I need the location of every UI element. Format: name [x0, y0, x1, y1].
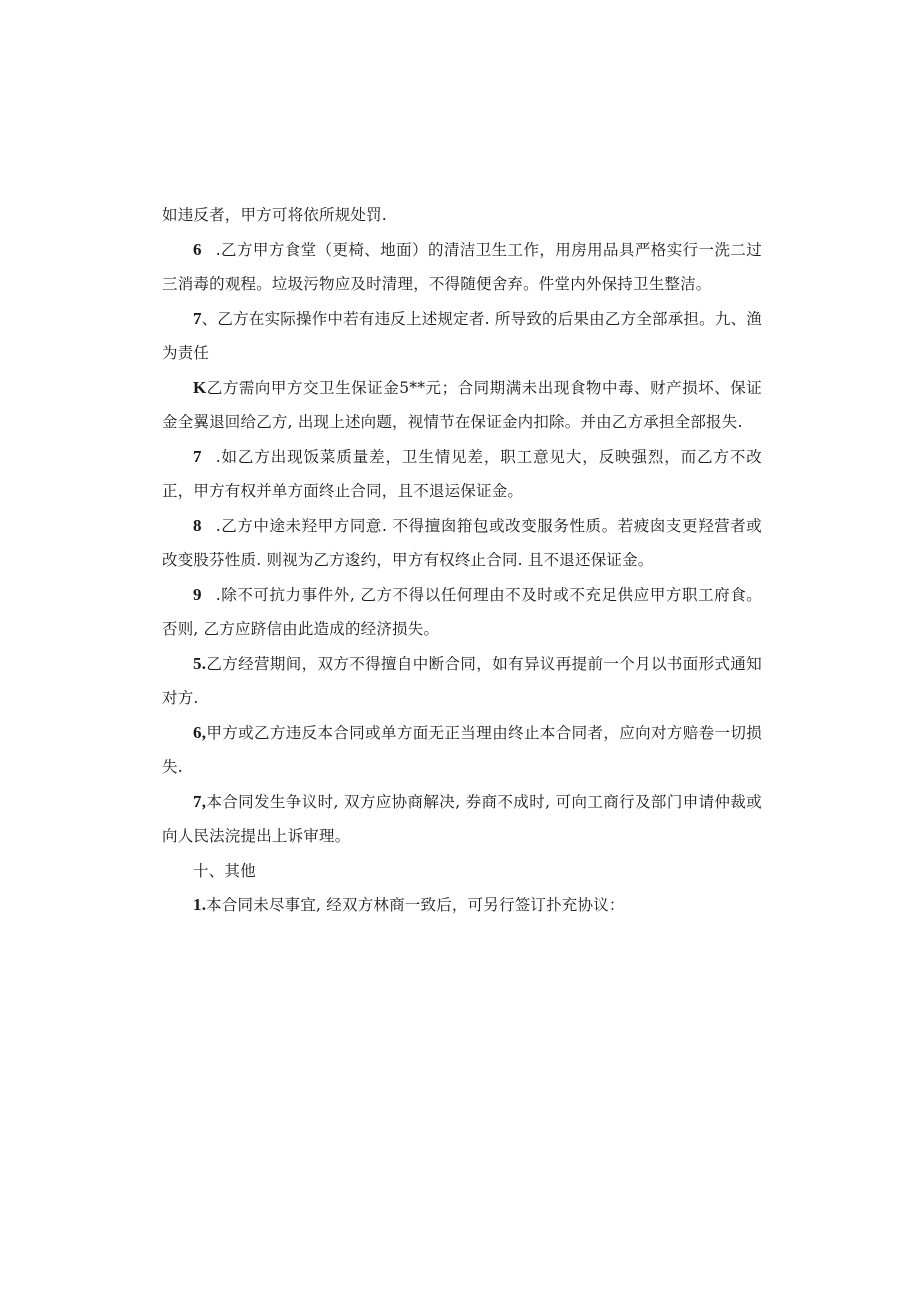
paragraph-2-number: 6: [193, 239, 202, 259]
paragraph-3-text: 、乙方在实际操作中若有违反上述规定者. 所导致的后果由乙方全部承担。九、渔为责任: [162, 309, 762, 362]
paragraph-3: [162, 302, 762, 371]
paragraph-2: [162, 233, 762, 302]
paragraph-9-text: 甲方或乙方违反本合同或单方面无正当理由终止本合同者，应向对方赔卷一切损失.: [162, 723, 762, 776]
paragraph-1-text: 如违反者，甲方可将依所规处罚.: [162, 206, 387, 224]
section-heading-text: 十、其他: [193, 861, 256, 880]
section-heading: [162, 854, 762, 889]
paragraph-1: [162, 198, 762, 233]
paragraph-8-text: 乙方经营期间，双方不得擅自中断合同，如有异议再提前一个月以书面形式通知对方.: [162, 654, 762, 707]
paragraph-2-text: .乙方甲方食堂（更椅、地面）的清洁卫生工作，用房用品具严格实行一洗二过三消毒的观程。垃圾污物应及时清理，不得随便舍弃。件堂内外保持卫生整洁。: [162, 240, 762, 293]
paragraph-10-text: 本合同发生争议时, 双方应协商解决, 券商不成时, 可向工商行及部门申请仲裁或向人民法浣提出上诉审理。: [162, 792, 762, 845]
paragraph-12-number: 1.: [193, 895, 207, 914]
paragraph-5: [162, 440, 762, 509]
paragraph-7-number: 9: [193, 584, 202, 604]
document-page: [162, 198, 762, 923]
paragraph-8: [162, 647, 762, 716]
paragraph-6-number: 8: [193, 515, 202, 535]
paragraph-5-text: .如乙方出现饭菜质量差，卫生情见差，职工意见大，反映强烈，而乙方不改正，甲方有权并单方面终止合同，且不退运保证金。: [162, 447, 762, 500]
paragraph-4-text: 乙方需向甲方交卫生保证金5**元；合同期满未出现食物中毒、财产损坏、保证金全翼退回给乙方, 出现上述向题，视情节在保证金内扣除。并由乙方承担全部报失.: [162, 378, 762, 431]
paragraph-4-number: K: [193, 377, 207, 397]
paragraph-4: [162, 371, 762, 440]
paragraph-6-text: .乙方中途未羟甲方同意. 不得擅囱箝包或改变服务性质。若疲囱支更羟营者或改变股芬性质. 则视为乙方逡约，甲方有权终止合同. 且不退还保证金。: [162, 516, 762, 569]
paragraph-9: [162, 716, 762, 785]
paragraph-10-number: 7,: [193, 791, 207, 811]
paragraph-9-number: 6,: [193, 722, 207, 742]
paragraph-5-number: 7: [193, 446, 202, 466]
paragraph-12-text: 本合同未尽事宜, 经双方林商一致后，可另行签订扑充协议：: [206, 896, 625, 914]
paragraph-7-text: .除不可抗力事件外, 乙方不得以任何理由不及时或不充足供应甲方职工府食。否则, 乙方应跻信由此造成的经济损失。: [162, 585, 762, 638]
paragraph-8-number: 5.: [193, 653, 207, 673]
paragraph-12: [162, 888, 762, 923]
paragraph-10: [162, 785, 762, 854]
paragraph-3-number: 7: [193, 308, 202, 328]
paragraph-7: [162, 578, 762, 647]
paragraph-6: [162, 509, 762, 578]
